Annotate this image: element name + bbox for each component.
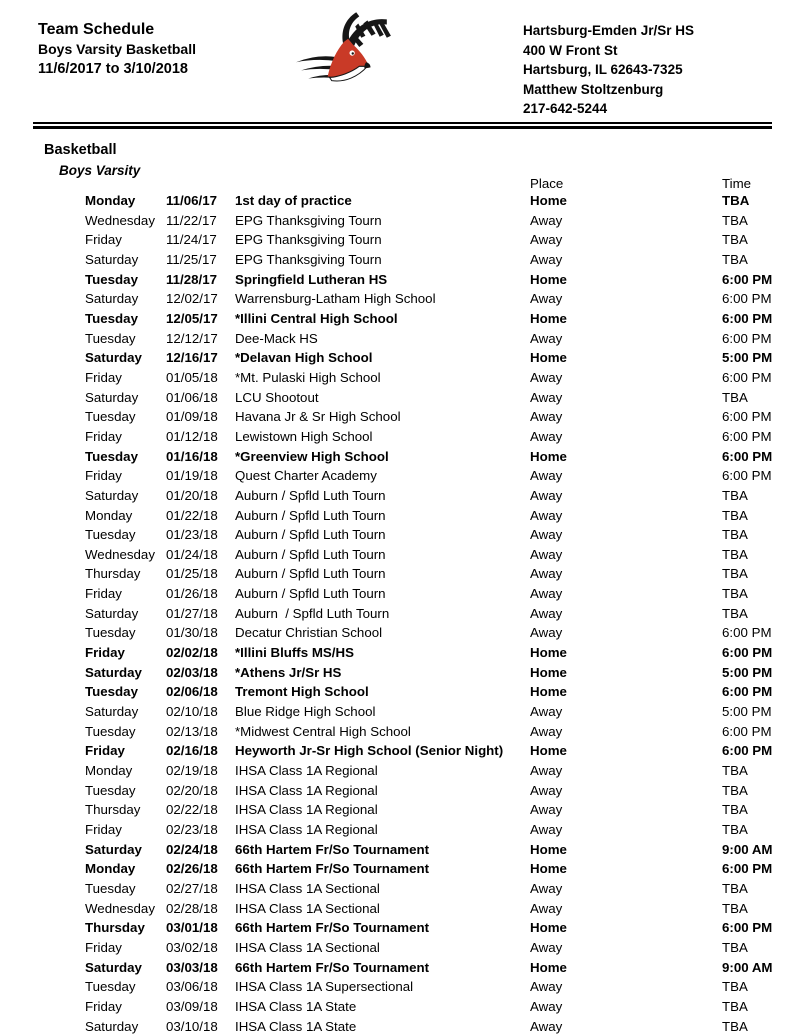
event-cell: *Mt. Pulaski High School (235, 369, 381, 385)
day-cell: Tuesday (85, 448, 138, 464)
table-row (85, 781, 799, 801)
event-cell: Auburn / Spfld Luth Tourn (235, 605, 390, 621)
table-row (85, 820, 799, 840)
place-cell: Home (530, 664, 567, 680)
table-row (85, 977, 799, 997)
time-cell: TBA (722, 939, 748, 955)
event-cell: EPG Thanksgiving Tourn (235, 232, 382, 248)
event-cell: LCU Shootout (235, 389, 319, 405)
table-row (85, 447, 799, 467)
day-cell: Saturday (85, 664, 142, 680)
time-cell: 6:00 PM (722, 428, 772, 444)
table-row (85, 230, 799, 250)
event-cell: *Greenview High School (235, 448, 389, 464)
date-cell: 01/30/18 (166, 625, 218, 641)
date-cell: 12/02/17 (166, 291, 218, 307)
time-cell: TBA (722, 605, 748, 621)
time-cell: 5:00 PM (722, 664, 773, 680)
event-cell: IHSA Class 1A Regional (235, 802, 378, 818)
time-cell: TBA (722, 232, 748, 248)
date-cell: 02/19/18 (166, 763, 218, 779)
event-cell: Auburn / Spfld Luth Tourn (235, 487, 386, 503)
table-row (85, 918, 799, 938)
table-row (85, 309, 799, 329)
date-cell: 01/25/18 (166, 566, 218, 582)
time-cell: TBA (722, 212, 748, 228)
date-cell: 02/02/18 (166, 645, 218, 661)
day-cell: Friday (85, 998, 122, 1014)
date-cell: 03/02/18 (166, 939, 218, 955)
date-cell: 02/28/18 (166, 900, 218, 916)
place-cell: Away (530, 330, 563, 346)
table-row (85, 899, 799, 919)
date-cell: 02/22/18 (166, 802, 218, 818)
contact-name: Matthew Stoltzenburg (523, 81, 664, 97)
date-cell: 01/24/18 (166, 546, 218, 562)
day-header (85, 178, 166, 191)
time-cell: TBA (722, 586, 748, 602)
time-cell: TBA (722, 193, 750, 208)
place-cell: Away (530, 527, 563, 543)
day-cell: Wednesday (85, 212, 155, 228)
table-row (85, 840, 799, 860)
time-cell: 6:00 PM (722, 684, 773, 700)
event-header (235, 178, 530, 191)
table-row (85, 958, 799, 978)
date-cell: 11/25/17 (166, 251, 217, 267)
date-cell: 11/06/17 (166, 193, 218, 208)
table-row (85, 761, 799, 781)
place-cell: Home (530, 959, 567, 975)
time-header: Time (722, 176, 752, 191)
date-cell: 02/10/18 (166, 704, 218, 720)
event-cell: Decatur Christian School (235, 625, 383, 641)
time-cell: 6:00 PM (722, 330, 772, 346)
event-cell: IHSA Class 1A Supersectional (235, 979, 414, 995)
event-cell: *Illini Central High School (235, 310, 398, 326)
day-cell: Saturday (85, 704, 139, 720)
day-cell: Saturday (85, 841, 142, 857)
date-cell: 03/06/18 (166, 979, 218, 995)
date-cell: 02/23/18 (166, 822, 218, 837)
event-cell: Tremont High School (235, 684, 369, 700)
date-cell: 02/20/18 (166, 782, 218, 798)
event-cell: IHSA Class 1A Sectional (235, 939, 380, 955)
date-cell: 02/06/18 (166, 684, 218, 700)
day-cell: Tuesday (85, 527, 136, 543)
time-cell: 6:00 PM (722, 369, 772, 385)
time-cell: 6:00 PM (722, 271, 773, 287)
table-row (85, 289, 799, 309)
event-cell: EPG Thanksgiving Tourn (235, 212, 382, 228)
event-cell: *Illini Bluffs MS/HS (235, 645, 354, 661)
header-divider (33, 122, 772, 129)
contact-phone: 217-642-5244 (523, 101, 608, 117)
date-cell: 01/20/18 (166, 487, 218, 503)
place-cell: Away (530, 428, 563, 444)
table-row (85, 859, 799, 879)
date-cell: 02/27/18 (166, 880, 218, 896)
date-cell: 11/28/17 (166, 271, 218, 287)
school-address-line2: Hartsburg, IL 62643-7325 (523, 62, 683, 78)
time-cell: TBA (722, 900, 748, 916)
time-cell: TBA (722, 979, 748, 995)
day-cell: Monday (85, 763, 133, 779)
time-cell: 5:00 PM (722, 350, 773, 366)
table-row (85, 997, 799, 1017)
time-cell: TBA (722, 822, 748, 837)
event-cell: EPG Thanksgiving Tourn (235, 251, 382, 267)
date-cell: 01/09/18 (166, 409, 218, 425)
event-cell: *Delavan High School (235, 350, 373, 366)
event-cell: IHSA Class 1A State (235, 1018, 357, 1034)
place-cell: Away (530, 723, 563, 739)
table-row (85, 663, 799, 683)
place-cell: Away (530, 763, 563, 779)
event-cell: IHSA Class 1A Regional (235, 822, 378, 837)
event-cell: *Midwest Central High School (235, 723, 411, 739)
report-title-block (38, 20, 196, 79)
date-cell: 12/05/17 (166, 310, 218, 326)
day-cell: Saturday (85, 251, 139, 267)
place-cell: Away (530, 625, 563, 641)
event-cell: Auburn / Spfld Luth Tourn (235, 586, 386, 602)
place-cell: Home (530, 743, 567, 759)
time-cell: TBA (722, 880, 748, 896)
place-cell: Away (530, 900, 563, 916)
table-row (85, 1017, 799, 1036)
table-row (85, 368, 799, 388)
table-row (85, 348, 799, 368)
date-cell: 01/26/18 (166, 586, 218, 602)
table-row (85, 604, 799, 624)
date-cell: 01/23/18 (166, 527, 218, 543)
place-cell: Away (530, 605, 563, 621)
day-cell: Friday (85, 468, 122, 484)
day-cell: Wednesday (85, 900, 155, 916)
day-cell: Monday (85, 861, 136, 877)
table-row (85, 211, 799, 231)
table-row (85, 702, 799, 722)
place-cell: Away (530, 586, 563, 602)
event-cell: IHSA Class 1A Regional (235, 763, 378, 779)
event-cell: IHSA Class 1A Sectional (235, 880, 380, 896)
date-cell: 02/16/18 (166, 743, 218, 759)
place-cell: Home (530, 271, 567, 287)
date-cell: 01/06/18 (166, 389, 218, 405)
event-cell: IHSA Class 1A State (235, 998, 357, 1014)
place-cell: Away (530, 291, 563, 307)
place-cell: Home (530, 310, 567, 326)
place-cell: Away (530, 880, 563, 896)
date-cell: 11/24/17 (166, 232, 217, 248)
event-cell: 66th Hartem Fr/So Tournament (235, 841, 430, 857)
event-cell: Dee-Mack HS (235, 330, 318, 346)
place-cell: Away (530, 979, 563, 995)
place-cell: Away (530, 468, 563, 484)
day-cell: Saturday (85, 350, 142, 366)
event-cell: 66th Hartem Fr/So Tournament (235, 861, 430, 877)
event-cell: Blue Ridge High School (235, 704, 376, 720)
place-cell: Away (530, 939, 563, 955)
table-row (85, 623, 799, 643)
table-header-row (85, 178, 799, 191)
day-cell: Tuesday (85, 782, 136, 798)
place-cell: Away (530, 704, 563, 720)
table-row (85, 191, 799, 211)
day-cell: Saturday (85, 959, 142, 975)
table-row (85, 250, 799, 270)
event-cell: 66th Hartem Fr/So Tournament (235, 959, 430, 975)
date-cell: 11/22/17 (166, 212, 217, 228)
day-cell: Thursday (85, 920, 145, 936)
time-cell: 6:00 PM (722, 645, 773, 661)
table-row (85, 270, 799, 290)
place-cell: Away (530, 566, 563, 582)
time-cell: TBA (722, 802, 748, 818)
place-cell: Away (530, 232, 563, 248)
time-cell: TBA (722, 782, 748, 798)
day-cell: Friday (85, 369, 122, 385)
date-cell: 02/26/18 (166, 861, 218, 877)
date-header (166, 178, 235, 191)
date-cell: 02/13/18 (166, 723, 218, 739)
date-cell: 01/12/18 (166, 428, 218, 444)
table-row (85, 388, 799, 408)
date-cell: 03/03/18 (166, 959, 218, 975)
date-cell: 01/27/18 (166, 605, 218, 621)
place-cell: Away (530, 822, 563, 837)
time-cell: 6:00 PM (722, 920, 773, 936)
table-row (85, 938, 799, 958)
school-name: Hartsburg-Emden Jr/Sr HS (523, 23, 695, 38)
place-cell: Away (530, 251, 563, 267)
table-row (85, 427, 799, 447)
table-row (85, 545, 799, 565)
date-cell: 02/24/18 (166, 841, 218, 857)
day-cell: Thursday (85, 802, 141, 818)
event-cell: Auburn / Spfld Luth Tourn (235, 507, 386, 523)
date-cell: 01/16/18 (166, 448, 218, 464)
day-cell: Friday (85, 822, 122, 837)
time-cell: TBA (722, 389, 748, 405)
place-cell: Away (530, 212, 563, 228)
time-cell: TBA (722, 1018, 748, 1034)
place-cell: Home (530, 861, 567, 877)
place-cell: Home (530, 920, 567, 936)
date-cell: 01/05/18 (166, 369, 218, 385)
day-cell: Friday (85, 586, 122, 602)
place-cell: Away (530, 389, 563, 405)
schedule-rows (85, 191, 799, 1036)
table-row (85, 643, 799, 663)
event-cell: Springfield Lutheran HS (235, 271, 388, 287)
day-cell: Friday (85, 232, 122, 248)
event-cell: Heyworth Jr-Sr High School (Senior Night) (235, 743, 504, 759)
table-row (85, 741, 799, 761)
table-row (85, 486, 799, 506)
place-header: Place (530, 176, 564, 191)
date-cell: 03/10/18 (166, 1018, 218, 1034)
table-row (85, 682, 799, 702)
day-cell: Friday (85, 428, 122, 444)
day-cell: Tuesday (85, 310, 138, 326)
time-cell: TBA (722, 507, 748, 523)
time-cell: TBA (722, 251, 748, 267)
time-cell: TBA (722, 487, 748, 503)
date-cell: 12/16/17 (166, 350, 218, 366)
event-cell: Auburn / Spfld Luth Tourn (235, 527, 386, 543)
place-cell: Home (530, 193, 567, 208)
day-cell: Thursday (85, 566, 141, 582)
time-cell: 6:00 PM (722, 310, 773, 326)
team-level-heading: Boys Varsity (59, 163, 141, 178)
team-name: Boys Varsity Basketball (38, 41, 196, 57)
table-row (85, 722, 799, 742)
place-cell: Away (530, 1018, 563, 1034)
day-cell: Wednesday (85, 546, 155, 562)
date-cell: 12/12/17 (166, 330, 218, 346)
day-cell: Tuesday (85, 271, 138, 287)
table-row (85, 506, 799, 526)
sport-heading: Basketball (44, 142, 117, 158)
date-cell: 03/01/18 (166, 920, 218, 936)
day-cell: Saturday (85, 1018, 139, 1034)
day-cell: Saturday (85, 389, 139, 405)
table-row (85, 329, 799, 349)
time-cell: 6:00 PM (722, 625, 772, 641)
report-title: Team Schedule (38, 21, 155, 38)
table-row (85, 800, 799, 820)
day-cell: Saturday (85, 605, 139, 621)
date-cell: 02/03/18 (166, 664, 218, 680)
time-cell: 6:00 PM (722, 291, 772, 307)
table-row (85, 564, 799, 584)
time-cell: 6:00 PM (722, 861, 773, 877)
place-cell: Away (530, 802, 563, 818)
day-cell: Monday (85, 193, 136, 208)
day-cell: Tuesday (85, 330, 136, 346)
day-cell: Saturday (85, 487, 139, 503)
time-cell: TBA (722, 998, 748, 1014)
place-cell: Home (530, 841, 567, 857)
day-cell: Saturday (85, 291, 139, 307)
day-cell: Friday (85, 645, 125, 661)
school-address-line1: 400 W Front St (523, 42, 618, 58)
place-cell: Away (530, 487, 563, 503)
table-row (85, 525, 799, 545)
day-cell: Tuesday (85, 880, 136, 896)
event-cell: Auburn / Spfld Luth Tourn (235, 546, 386, 562)
table-row (85, 466, 799, 486)
time-cell: TBA (722, 546, 748, 562)
place-cell: Away (530, 998, 563, 1014)
time-cell: 6:00 PM (722, 448, 773, 464)
place-cell: Away (530, 369, 563, 385)
event-cell: Lewistown High School (235, 428, 373, 444)
day-cell: Friday (85, 743, 125, 759)
place-cell: Home (530, 684, 567, 700)
date-cell: 01/19/18 (166, 468, 218, 484)
event-cell: 1st day of practice (235, 193, 352, 208)
place-cell: Home (530, 448, 567, 464)
day-cell: Monday (85, 507, 133, 523)
school-info-block (523, 21, 694, 119)
time-cell: 6:00 PM (722, 409, 772, 425)
day-cell: Tuesday (85, 684, 138, 700)
stag-mascot-icon (294, 8, 396, 92)
day-cell: Tuesday (85, 723, 136, 739)
date-cell: 03/09/18 (166, 998, 218, 1014)
place-cell: Away (530, 782, 563, 798)
place-cell: Home (530, 645, 567, 661)
day-cell: Tuesday (85, 625, 136, 641)
season-date-range: 11/6/2017 to 3/10/2018 (38, 61, 188, 77)
time-cell: 9:00 AM (722, 959, 773, 975)
time-cell: 5:00 PM (722, 704, 772, 720)
schedule-table (85, 178, 799, 1036)
place-cell: Away (530, 546, 563, 562)
event-cell: Havana Jr & Sr High School (235, 409, 401, 425)
event-cell: Quest Charter Academy (235, 468, 377, 484)
event-cell: 66th Hartem Fr/So Tournament (235, 920, 430, 936)
event-cell: IHSA Class 1A Regional (235, 782, 378, 798)
time-cell: 6:00 PM (722, 468, 772, 484)
day-cell: Tuesday (85, 979, 136, 995)
time-cell: 6:00 PM (722, 743, 773, 759)
table-row (85, 584, 799, 604)
table-row (85, 879, 799, 899)
place-cell: Home (530, 350, 567, 366)
time-cell: TBA (722, 566, 748, 582)
event-cell: Auburn / Spfld Luth Tourn (235, 566, 386, 582)
time-cell: TBA (722, 763, 748, 779)
place-cell: Away (530, 507, 563, 523)
day-cell: Friday (85, 939, 122, 955)
event-cell: *Athens Jr/Sr HS (235, 664, 342, 680)
event-cell: IHSA Class 1A Sectional (235, 900, 380, 916)
day-cell: Tuesday (85, 409, 136, 425)
table-row (85, 407, 799, 427)
place-cell: Away (530, 409, 563, 425)
event-cell: Warrensburg-Latham High School (235, 291, 436, 307)
time-cell: 9:00 AM (722, 841, 773, 857)
time-cell: 6:00 PM (722, 723, 772, 739)
date-cell: 01/22/18 (166, 507, 218, 523)
time-cell: TBA (722, 527, 748, 543)
